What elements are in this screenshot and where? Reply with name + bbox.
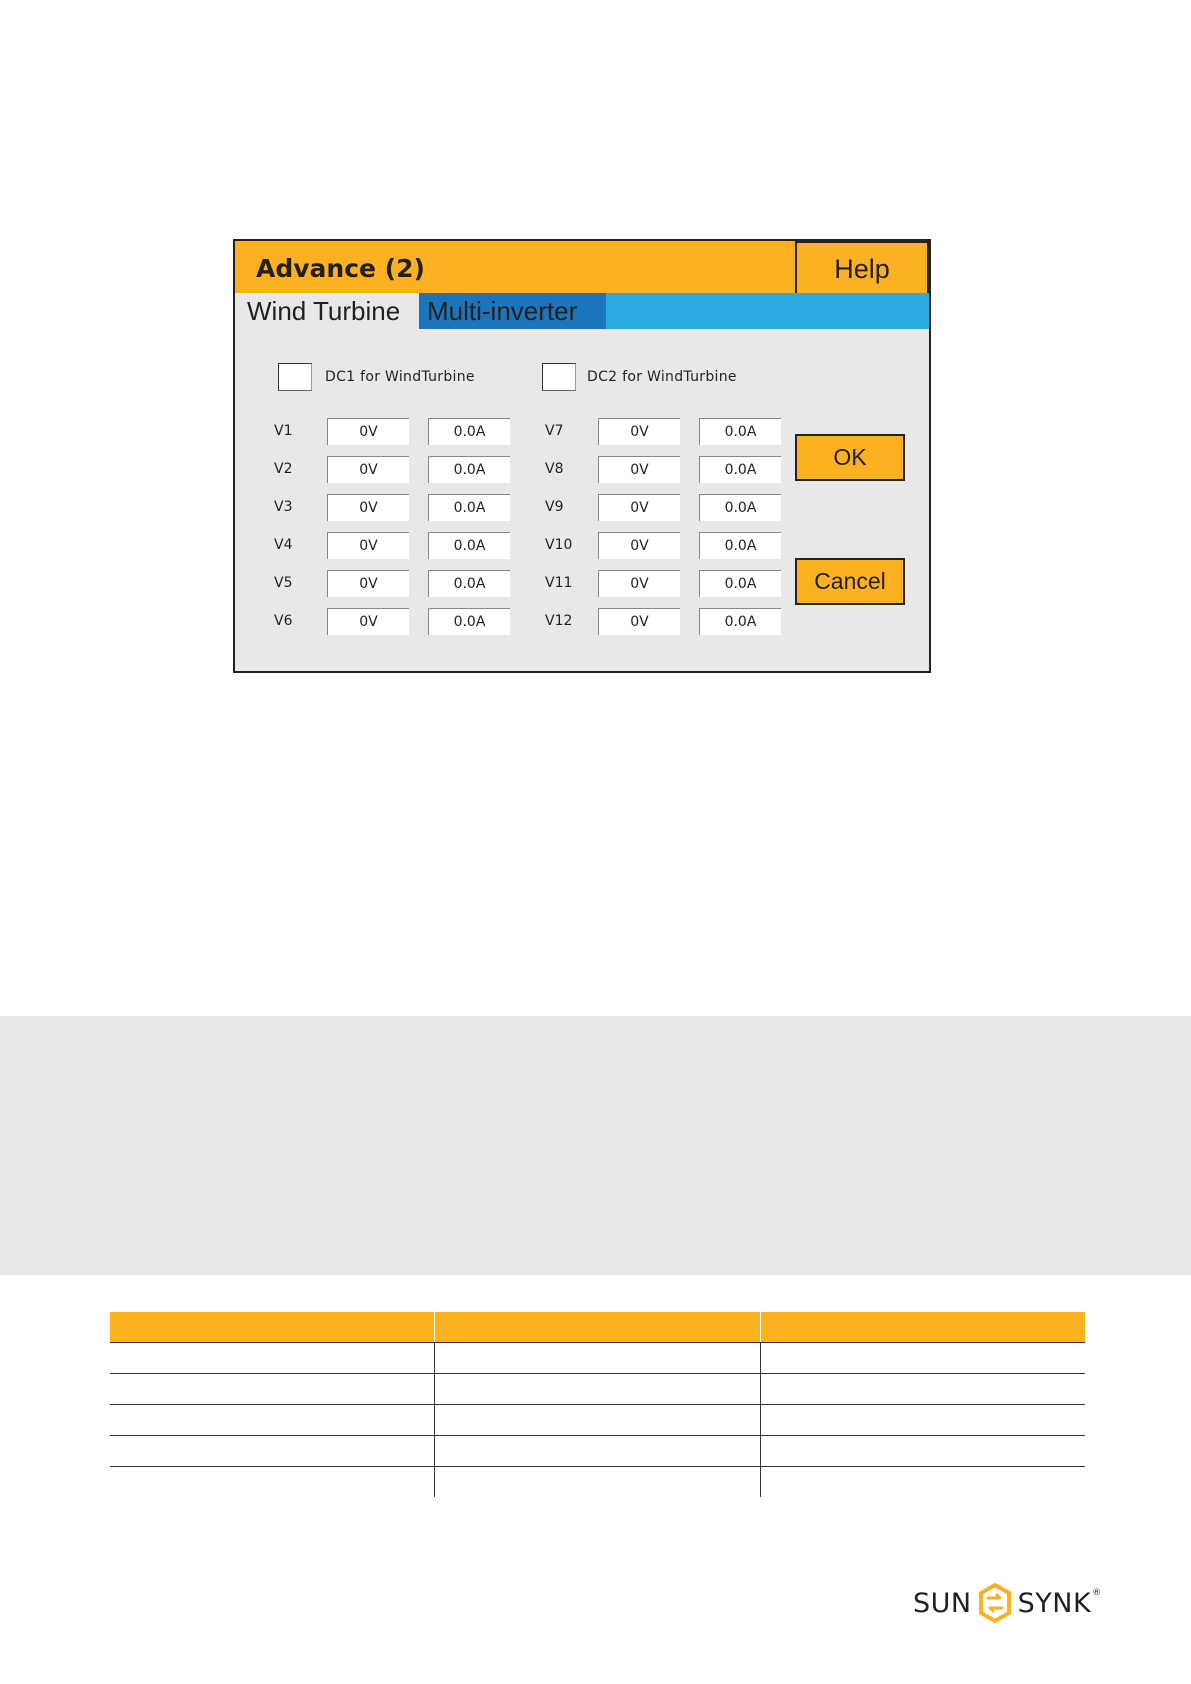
advance-dialog: [233, 239, 931, 673]
row-label-v1: V1: [274, 423, 293, 439]
sunsynk-mark-icon: [978, 1583, 1012, 1623]
v5-voltage-field[interactable]: 0V: [327, 570, 409, 597]
v4-voltage-field[interactable]: 0V: [327, 532, 409, 559]
cancel-button[interactable]: Cancel: [795, 558, 905, 605]
v5-current-field[interactable]: 0.0A: [428, 570, 510, 597]
sunsynk-logo: [913, 1582, 1102, 1624]
v8-voltage-field[interactable]: 0V: [598, 456, 680, 483]
row-label-v3: V3: [274, 499, 293, 515]
empty-table: [110, 1312, 1085, 1497]
v9-current-field[interactable]: 0.0A: [699, 494, 781, 521]
table-header-cell: [761, 1312, 1085, 1342]
v8-current-field[interactable]: 0.0A: [699, 456, 781, 483]
v3-voltage-field[interactable]: 0V: [327, 494, 409, 521]
v10-voltage-field[interactable]: 0V: [598, 532, 680, 559]
table-cell: [761, 1343, 1085, 1373]
logo-registered-mark: ®: [1092, 1588, 1102, 1598]
tab-wind-turbine[interactable]: Wind Turbine: [235, 293, 419, 329]
v2-current-field[interactable]: 0.0A: [428, 456, 510, 483]
logo-text-synk: SYNK: [1017, 1587, 1092, 1619]
v1-voltage-field[interactable]: 0V: [327, 418, 409, 445]
table-cell: [435, 1405, 760, 1435]
v12-current-field[interactable]: 0.0A: [699, 608, 781, 635]
table-cell: [761, 1436, 1085, 1466]
v6-voltage-field[interactable]: 0V: [327, 608, 409, 635]
dc2-windturbine-label: DC2 for WindTurbine: [587, 369, 737, 385]
logo-text-sun: SUN: [913, 1587, 972, 1619]
v7-voltage-field[interactable]: 0V: [598, 418, 680, 445]
v2-voltage-field[interactable]: 0V: [327, 456, 409, 483]
table-cell: [110, 1374, 435, 1404]
v1-current-field[interactable]: 0.0A: [428, 418, 510, 445]
table-cell: [110, 1436, 435, 1466]
row-label-v5: V5: [274, 575, 293, 591]
row-label-v12: V12: [545, 613, 573, 629]
row-label-v8: V8: [545, 461, 564, 477]
v11-current-field[interactable]: 0.0A: [699, 570, 781, 597]
table-header-cell: [435, 1312, 760, 1342]
table-row: [110, 1436, 1085, 1467]
help-button[interactable]: Help: [795, 241, 929, 297]
row-label-v9: V9: [545, 499, 564, 515]
tab-multi-inverter[interactable]: Multi-inverter: [419, 293, 606, 329]
table-cell: [110, 1405, 435, 1435]
table-cell: [435, 1436, 760, 1466]
table-header-cell: [110, 1312, 435, 1342]
row-label-v2: V2: [274, 461, 293, 477]
dc1-windturbine-label: DC1 for WindTurbine: [325, 369, 475, 385]
dc1-windturbine-checkbox[interactable]: [278, 363, 312, 391]
table-cell: [110, 1343, 435, 1373]
table-cell: [761, 1374, 1085, 1404]
row-label-v4: V4: [274, 537, 293, 553]
row-label-v10: V10: [545, 537, 573, 553]
table-row: [110, 1374, 1085, 1405]
table-cell: [435, 1343, 760, 1373]
dialog-title: Advance (2): [256, 254, 425, 283]
table-header: [110, 1312, 1085, 1343]
table-row: [110, 1343, 1085, 1374]
ok-button[interactable]: OK: [795, 434, 905, 481]
gray-band: [0, 1016, 1191, 1275]
v3-current-field[interactable]: 0.0A: [428, 494, 510, 521]
dc2-windturbine-checkbox[interactable]: [542, 363, 576, 391]
row-label-v11: V11: [545, 575, 573, 591]
table-row: [110, 1405, 1085, 1436]
v10-current-field[interactable]: 0.0A: [699, 532, 781, 559]
v9-voltage-field[interactable]: 0V: [598, 494, 680, 521]
table-row: [110, 1467, 1085, 1497]
table-cell: [435, 1374, 760, 1404]
v11-voltage-field[interactable]: 0V: [598, 570, 680, 597]
v12-voltage-field[interactable]: 0V: [598, 608, 680, 635]
title-bar: [235, 241, 795, 293]
table-cell: [761, 1405, 1085, 1435]
table-cell: [435, 1467, 760, 1497]
table-cell: [761, 1467, 1085, 1497]
tab-bar: [235, 293, 929, 329]
row-label-v7: V7: [545, 423, 564, 439]
v7-current-field[interactable]: 0.0A: [699, 418, 781, 445]
table-cell: [110, 1467, 435, 1497]
v4-current-field[interactable]: 0.0A: [428, 532, 510, 559]
v6-current-field[interactable]: 0.0A: [428, 608, 510, 635]
row-label-v6: V6: [274, 613, 293, 629]
